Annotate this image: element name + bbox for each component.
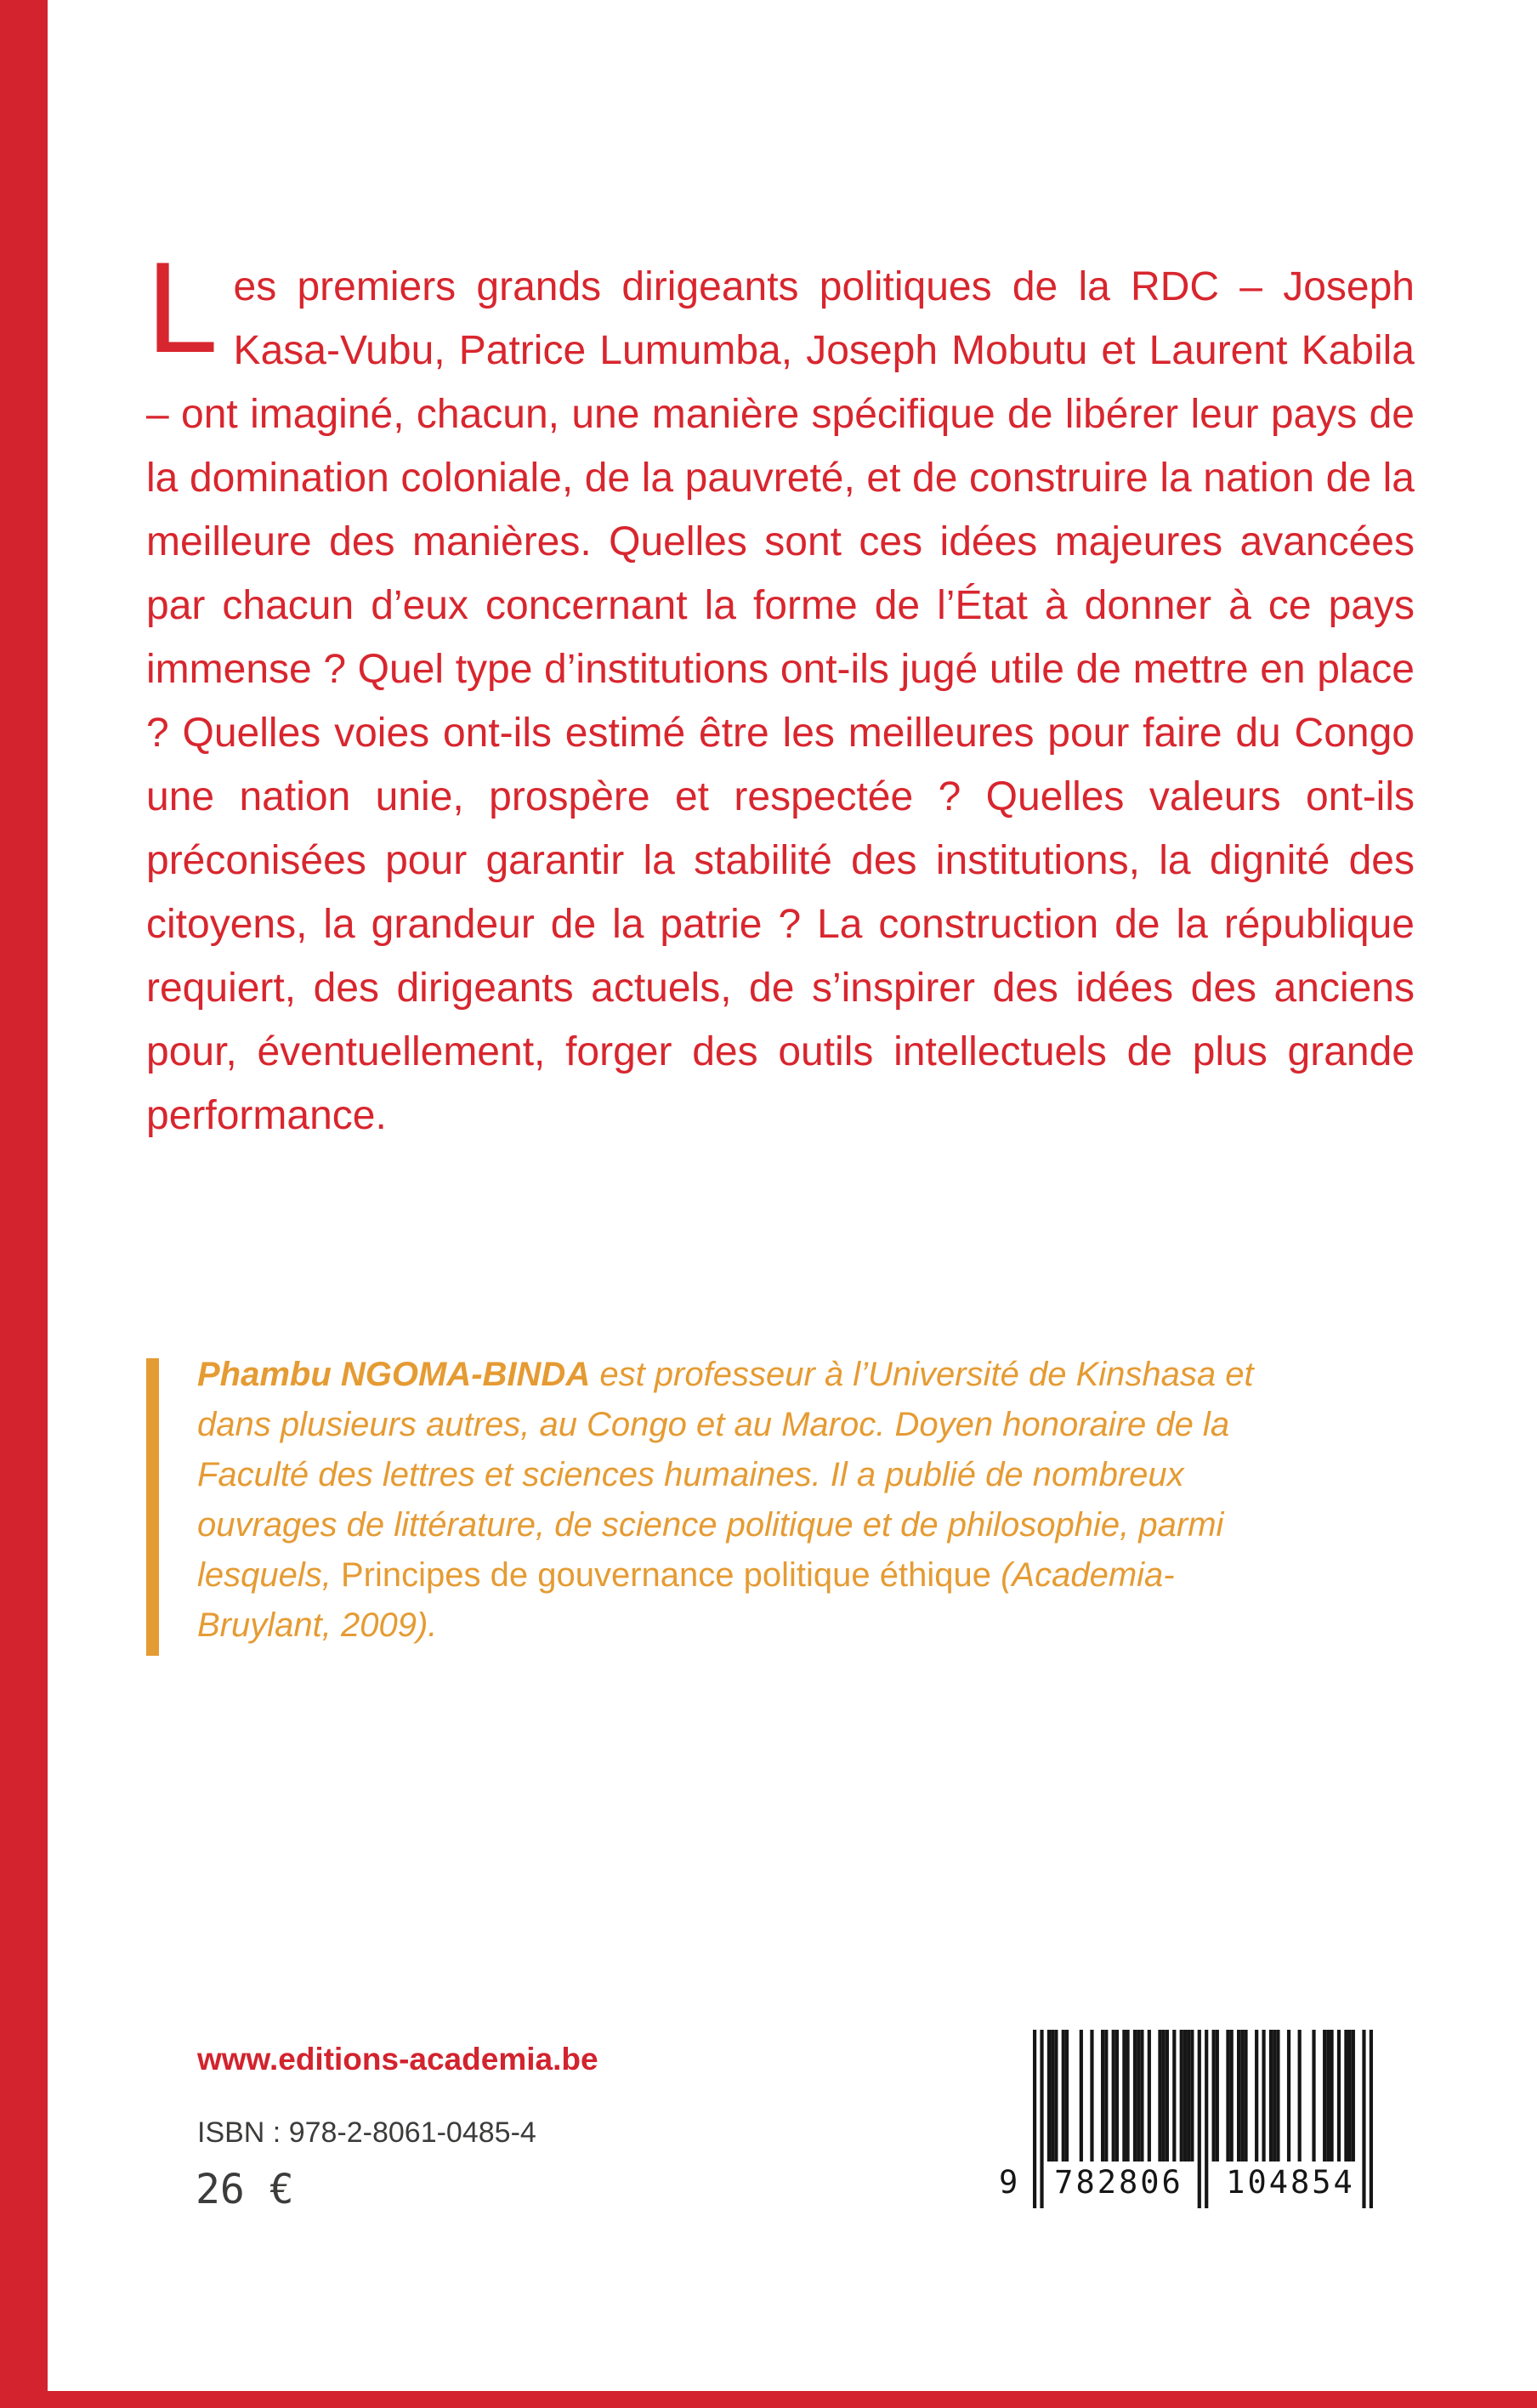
red-bottom-stripe bbox=[0, 2391, 1537, 2408]
ean13-left-group: 782806 bbox=[1054, 2164, 1183, 2201]
bio-author-name: Phambu NGOMA-BINDA bbox=[197, 1356, 591, 1393]
bio-book-title: Principes de gouvernance politique éthique bbox=[340, 1556, 991, 1594]
bio-text-before-title: est professeur à l’Université de Kinshasa et dans plusieurs autres, au Congo et au Maroc. Doyen honoraire de la Faculté des lettres et sciences humaines. Il a publié de nombreux ouvrages de littérature, de science politique et de philosophie, parmi lesquels, bbox=[197, 1356, 1254, 1594]
ean13-barcode bbox=[999, 2030, 1376, 2210]
red-spine-stripe bbox=[0, 0, 48, 2408]
isbn-text: ISBN : 978-2-8061-0485-4 bbox=[197, 2116, 536, 2149]
author-bio-block bbox=[146, 1350, 1281, 1651]
bio-accent-bar bbox=[146, 1358, 159, 1656]
bio-text bbox=[197, 1350, 1281, 1651]
ean13-prefix-digit: 9 bbox=[999, 2164, 1018, 2201]
publisher-website: www.editions-academia.be bbox=[197, 2042, 598, 2077]
synopsis-text: es premiers grands dirigeants politiques de la RDC – Joseph Kasa-Vubu, Patrice Lumumba, Joseph Mobutu et Laurent Kabila – ont imaginé, chacun, une manière spécifique de libérer leur pays de la domination coloniale, de la pauvreté, et de construire la nation de la meilleure des manières. Quelles sont ces idées majeures avancées par chacun d’eux concernant la forme de l’État à donner à ce pays immense ? Quel type d’institutions ont-ils jugé utile de mettre en place ? Quelles voies ont-ils estimé être les meilleures pour faire du Congo une nation unie, prospère et respectée ? Quelles valeurs ont-ils préconisées pour garantir la stabilité des institutions, la dignité des citoyens, la grandeur de la patrie ? La construction de la république requiert, des dirigeants actuels, de s’inspirer des idées des anciens pour, éventuellement, forger des outils intellectuels de plus grande performance. bbox=[146, 264, 1415, 1138]
synopsis-paragraph bbox=[146, 235, 1415, 1147]
bio-text-after-title: (Academia-Bruylant, 2009). bbox=[197, 1556, 1175, 1644]
ean13-right-group: 104854 bbox=[1226, 2164, 1355, 2201]
ean13-number bbox=[999, 2164, 1376, 2201]
price-text: 26 € bbox=[196, 2166, 294, 2213]
synopsis-dropcap: L bbox=[146, 235, 218, 380]
